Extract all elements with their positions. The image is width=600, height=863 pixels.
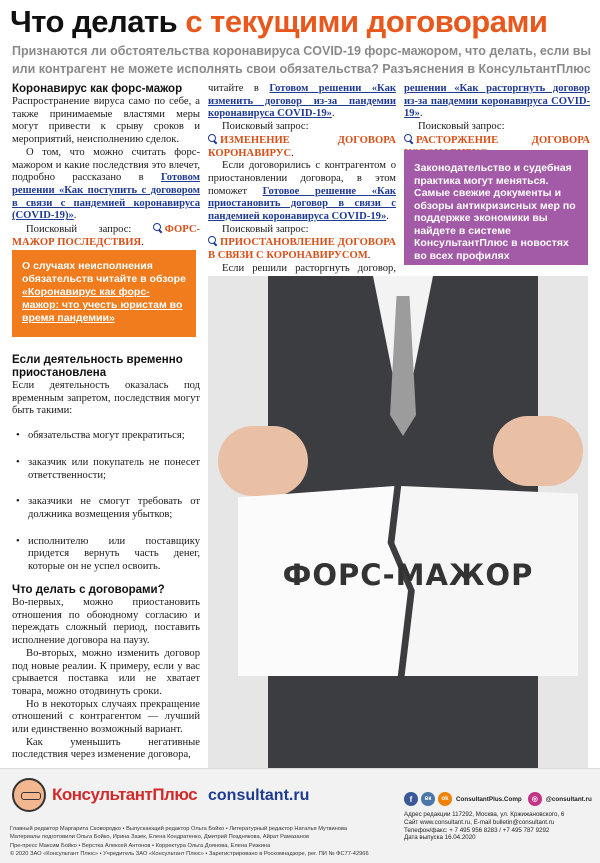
paragraph: Во-вторых, можно изменить договор под новые реалии. К примеру, если у вас срывается поставка или не хватает товара, можно отодвинуть сроки. [12,647,200,697]
callout-text: О случаях неисполнения обязательств читайте в обзоре [22,260,186,285]
text: . [73,210,77,222]
search-icon [208,134,218,144]
text: О том, что можно считать форс-мажором и какие последствия это влечет, подробно рассказано в [12,146,200,184]
search-query[interactable]: РАСТОРЖЕНИЕ ДОГОВОРА [416,134,590,146]
column-1-section-3 [12,584,200,762]
odnoklassniki-icon[interactable]: ok [438,792,452,806]
bullet-text: заказчики не смогут требовать от должника возмещения убытков; [28,496,200,520]
search-label: Поисковый запрос: [26,224,153,236]
review-link[interactable]: «Коронавирус как форс-мажор: что учесть юристам во время пандемии» [22,286,183,324]
credit-line: © 2020 ЗАО «Консультант Плюс» • Учредитель ЗАО «Консультант Плюс» • Зарегистрировано в Роскомнадзоре, рег. ПИ № ФС77-42966 [10,850,369,857]
paragraph [12,147,200,223]
paragraph: Если деятельность оказалась под временным запретом, последствия могут быть такими: [12,380,200,417]
text: . [419,108,423,120]
section-heading-contracts: Что делать с договорами? [12,584,165,596]
ready-solution-link[interactable]: Готовом решении «Как поступить с договором в связи с пандемией коронавируса (COVID-19)» [12,172,200,222]
paragraph [404,83,590,121]
search-query[interactable]: ПРИОСТАНОВЛЕНИЕ ДОГОВОРА В СВЯЗИ С КОРОНАВИРУСОМ [208,237,396,262]
paragraph [208,160,396,224]
ready-solution-link[interactable]: Готовом решении «Как изменить договор из-за пандемии коронавируса COVID-19» [208,83,396,120]
text: . [386,211,389,223]
credit-line: Главный редактор Маргарита Сковородко • Выпускающий редактор Ольга Бойко • Литературный редактор Наталья Мутвинова [10,826,348,832]
credits [10,825,400,858]
paragraph [208,83,396,121]
paper-text: ФОРС-МАЖОР [282,558,534,592]
brand-logo: КонсультантПлюс [52,785,198,804]
search-icon [153,223,163,233]
column-1 [12,83,200,249]
issue-date: Дата выпуска 16.04.2020 [404,834,476,842]
column-3 [404,83,590,160]
contacts-block [404,811,594,842]
column-2 [208,83,396,288]
ready-solution-link[interactable]: решении «Как расторгнуть договор из-за пандемии коронавируса COVID-19» [404,83,590,120]
section-heading-force-majeure: Коронавирус как форс-мажор [12,83,183,95]
paragraph: Как уменьшить негативные последствия через изменение договора, [12,736,200,761]
paragraph: Во-первых, можно приостановить отношения по обоюдному согласию и переждать сложный период, поставить исполнение договора на паузу. [12,597,200,647]
search-query-line [12,223,200,249]
search-icon [404,134,414,144]
search-query-line [208,134,396,160]
orange-callout [12,250,196,337]
search-query[interactable]: ИЗМЕНЕНИЕ ДОГОВОРА КОРОНАВИРУС [208,134,396,159]
phone: Телефон/факс: + 7 495 956 8283 / +7 495 787 9292 [404,826,550,834]
list-item: • обязательства могут прекратиться; [16,430,185,442]
paragraph: Распространение вируса само по себе, а также принимаемые властями меры могут привести к срыву сроков и мероприятий, неисполнению сделок. [12,96,200,146]
bullet-text: обязательства могут прекратиться; [28,430,185,442]
list-item: • заказчики не смогут требовать от должника возмещения убытков; [16,496,200,520]
left-hand-shape [218,426,308,496]
column-1-section-2 [12,354,200,574]
facebook-icon[interactable]: f [404,792,418,806]
site-link[interactable]: consultant.ru [208,787,310,804]
search-label: Поисковый запрос: [222,223,309,235]
purple-callout: Законодательство и судебная практика могут меняться. Самые свежие документы и обзоры антикризисных мер по поддержке экономики вы найдете в системе КонсультантПлюс в новостях во всех профилях [404,150,588,265]
vk-icon[interactable]: вк [421,792,435,806]
paragraph: Но в некоторых случаях прекращение отношений с контрагентом — лучший или единственно возможный вариант. [12,698,200,736]
search-label: Поисковый запрос: [418,121,505,133]
address: Адрес редакции 117292, Москва, ул. Кржижановского, 6 [404,811,565,818]
bullet-text: заказчик или покупатель не понесет ответственности; [28,456,200,481]
page-subtitle: Признаются ли обстоятельства коронавируса COVID-19 форс-мажором, что делать, если вы или контрагент не можете исполнять свои обязательства? Разъяснения в КонсультантПлюс [12,44,592,76]
text: . [331,108,335,120]
logo-mascot-icon [12,778,46,812]
list-item: • исполнителю или поставщику придется вернуть часть денег, которые он не успел освоить. [16,535,200,573]
search-query[interactable]: ФОРС-МАЖОР ПОСЛЕДСТВИЯ [12,224,200,248]
credit-line: Материалы подготовили Ольга Бойко, Ирина Зазек, Елена Кондратенко, Дмитрий Позднякова, Айрат Рамазанов [10,834,310,841]
search-label: Поисковый запрос: [222,121,309,133]
social-handle: ConsultantPlus.Comp [456,795,522,803]
credit-line: Пре-пресс Максим Бойко • Верстка Алексей Антонов • Корректура Ольга Доянова, Елена Ризкина [10,842,271,849]
title-accent: с текущими договорами [185,4,548,39]
list-item: • заказчик или покупатель не понесет ответственности; [16,456,200,481]
text: . [367,250,371,262]
text: читайте в [208,83,270,94]
right-hand-shape [493,416,583,486]
search-icon [208,236,218,246]
title-plain: Что делать [10,4,186,39]
search-query-line [208,236,396,262]
instagram-icon[interactable]: ◎ [528,792,542,806]
bullet-text: исполнителю или поставщику придется вернуть часть денег, которые он не успел освоить. [28,535,200,573]
text: Если договорились с контрагентом о приостановлении договора, в этом поможет [208,160,396,197]
section-heading-suspended: Если деятельность временно приостановлена [12,354,183,379]
site-email: Сайт www.consultant.ru, E-mail bulletin@consultant.ru [404,818,555,826]
text: Если решили расторгнуть договор, [222,262,396,274]
ready-solution-link[interactable]: Готовое решение «Как приостановить договор в связи с пандемией коронавируса COVID-19» [208,185,396,223]
social-links [404,792,595,806]
text: . [291,147,294,159]
force-majeure-photo [208,276,588,768]
text: . [141,236,144,248]
page-title [10,4,590,40]
social-handle: @consultant.ru [545,795,592,803]
